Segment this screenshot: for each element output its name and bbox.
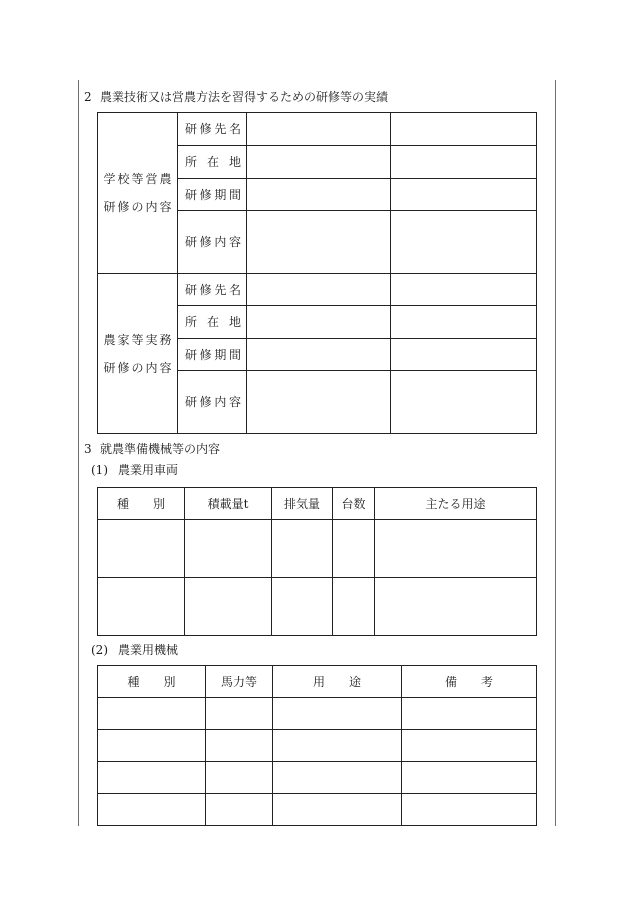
value-cell: [247, 113, 391, 146]
item-label-cell: [178, 113, 247, 146]
vehicle-load-cell: [185, 578, 272, 636]
machine-horsepower-cell: [206, 762, 273, 794]
value-cell: [247, 371, 391, 434]
item-label-location: 所在地: [185, 315, 241, 329]
machine-use-cell: [273, 794, 402, 826]
machine-type-cell: [98, 762, 206, 794]
vehicle-type-cell: [98, 520, 185, 578]
vehicle-quantity-cell: [333, 520, 375, 578]
machines-number: (2): [91, 643, 108, 657]
machines-table: [97, 665, 537, 826]
group-label-line: 学校等営農: [103, 172, 172, 186]
item-label-training-site: 研修先名: [185, 282, 241, 297]
value-cell: [247, 339, 391, 371]
machine-type-cell: [98, 698, 206, 730]
value-cell: [391, 179, 537, 211]
section-3-title: 就農準備機械等の内容: [100, 442, 221, 456]
machines-title: 農業用機械: [118, 643, 179, 657]
value-cell: [391, 211, 537, 274]
machine-remarks-cell: [402, 698, 537, 730]
item-label-cell: [178, 179, 247, 211]
section-2-number: 2: [84, 90, 92, 104]
vehicle-use-cell: [375, 578, 537, 636]
machine-remarks-cell: [402, 794, 537, 826]
header-load-capacity: 積載量t: [185, 488, 272, 520]
group-label-farm-training: [98, 274, 178, 434]
machine-remarks-cell: [402, 730, 537, 762]
table-row: [98, 520, 537, 578]
group-label-line: 研修の内容: [103, 360, 172, 375]
machines-subheading: [91, 643, 178, 657]
item-label-content: 研修内容: [185, 235, 241, 249]
item-label-cell: [178, 211, 247, 274]
machine-horsepower-cell: [206, 698, 273, 730]
page-frame-left-line: [78, 80, 79, 826]
value-cell: [247, 146, 391, 179]
item-label-cell: [178, 371, 247, 434]
value-cell: [391, 274, 537, 306]
header-quantity: 台数: [333, 488, 375, 520]
header-type: 種 別: [98, 488, 185, 520]
table-row: [98, 113, 537, 146]
value-cell: [247, 274, 391, 306]
value-cell: [391, 146, 537, 179]
page-frame-right-line: [555, 80, 556, 826]
section-2-title: 農業技術又は営農方法を習得するための研修等の実績: [100, 90, 389, 104]
training-record-table: [97, 112, 537, 434]
table-header-row: [98, 488, 537, 520]
value-cell: [391, 306, 537, 339]
table-row: [98, 698, 537, 730]
item-label-cell: [178, 146, 247, 179]
group-label-line: 農家等実務: [103, 332, 172, 347]
section-3-number: 3: [84, 442, 92, 456]
vehicle-quantity-cell: [333, 578, 375, 636]
value-cell: [247, 306, 391, 339]
section-3-heading: [84, 442, 220, 456]
item-label-training-site: 研修先名: [185, 122, 241, 136]
table-row: [98, 794, 537, 826]
vehicles-subheading: [91, 463, 178, 477]
item-label-content: 研修内容: [185, 395, 241, 409]
machine-remarks-cell: [402, 762, 537, 794]
table-row: [98, 578, 537, 636]
vehicle-displacement-cell: [272, 520, 333, 578]
machine-type-cell: [98, 794, 206, 826]
machine-horsepower-cell: [206, 730, 273, 762]
machine-use-cell: [273, 730, 402, 762]
item-label-location: 所在地: [185, 155, 241, 169]
header-main-use: 主たる用途: [375, 488, 537, 520]
machine-horsepower-cell: [206, 794, 273, 826]
value-cell: [247, 179, 391, 211]
value-cell: [247, 211, 391, 274]
header-horsepower: 馬力等: [206, 666, 273, 698]
header-use: 用 途: [273, 666, 402, 698]
item-label-cell: [178, 306, 247, 339]
header-type: 種 別: [98, 666, 206, 698]
table-header-row: [98, 666, 537, 698]
value-cell: [391, 113, 537, 146]
machine-type-cell: [98, 730, 206, 762]
header-displacement: 排気量: [272, 488, 333, 520]
group-label-school-training: [98, 113, 178, 274]
section-2-heading: [84, 90, 388, 104]
vehicle-type-cell: [98, 578, 185, 636]
vehicles-table: [97, 487, 537, 636]
vehicle-load-cell: [185, 520, 272, 578]
table-row: [98, 762, 537, 794]
vehicles-number: (1): [91, 463, 108, 477]
value-cell: [391, 371, 537, 434]
item-label-period: 研修期間: [185, 347, 241, 362]
table-row: [98, 730, 537, 762]
item-label-cell: [178, 339, 247, 371]
machine-use-cell: [273, 762, 402, 794]
table-row: [98, 274, 537, 306]
machine-use-cell: [273, 698, 402, 730]
vehicles-title: 農業用車両: [118, 463, 179, 477]
item-label-cell: [178, 274, 247, 306]
group-label-line: 研修の内容: [103, 200, 172, 214]
value-cell: [391, 339, 537, 371]
header-remarks: 備 考: [402, 666, 537, 698]
item-label-period: 研修期間: [185, 187, 241, 202]
vehicle-displacement-cell: [272, 578, 333, 636]
vehicle-use-cell: [375, 520, 537, 578]
